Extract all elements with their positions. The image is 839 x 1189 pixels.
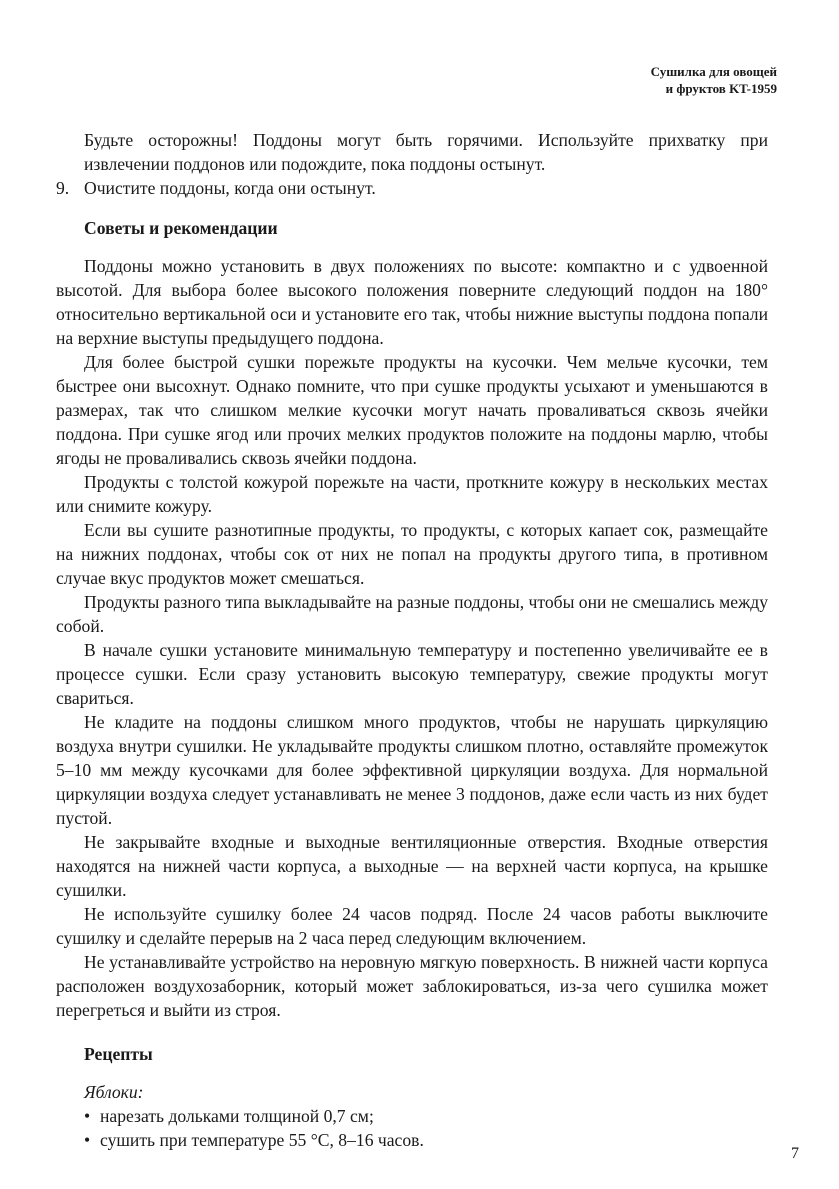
tips-paragraph: Для более быстрой сушки порежьте продукты на кусочки. Чем мельче кусочки, тем быстрее они высохнут. Однако помните, что при сушке продукты усыхают и уменьшаются в размерах, так что слишком мелкие кусочки могут начать проваливаться сквозь ячейки поддона. При сушке ягод или прочих мелких продуктов положите на поддоны марлю, чтобы ягоды не проваливались сквозь ячейки поддона. bbox=[56, 352, 768, 468]
header-line-1: Сушилка для овощей bbox=[650, 64, 777, 79]
tips-paragraph: Не используйте сушилку более 24 часов подряд. После 24 часов работы выключите сушилку и сделайте перерыв на 2 часа перед следующим включением. bbox=[56, 904, 768, 948]
tips-paragraph: Если вы сушите разнотипные продукты, то продукты, с которых капает сок, размещайте на нижних поддонах, чтобы сок от них не попал на продукты другого типа, в противном случае вкус продуктов может смешаться. bbox=[56, 520, 768, 588]
page-number: 7 bbox=[791, 1145, 799, 1162]
running-header bbox=[651, 63, 777, 97]
list-item-text: сушить при температуре 55 °C, 8–16 часов. bbox=[100, 1130, 424, 1150]
list-item bbox=[56, 1104, 768, 1128]
tips-paragraph: Поддоны можно установить в двух положениях по высоте: компактно и с удвоенной высотой. Для выбора более высокого положения поверните следующий поддон на 180° относительно вертикальной оси и установите его так, чтобы нижние выступы поддона попали на верхние выступы предыдущего поддона. bbox=[56, 256, 768, 348]
tips-paragraph: Не устанавливайте устройство на неровную мягкую поверхность. В нижней части корпуса расположен воздухозаборник, который может заблокироваться, из-за чего сушилка может перегреться и выйти из строя. bbox=[56, 952, 768, 1020]
recipe-subheading: Яблоки: bbox=[84, 1082, 144, 1102]
tips-paragraph: Не закрывайте входные и выходные вентиляционные отверстия. Входные отверстия находятся на нижней части корпуса, а выходные — на верхней части корпуса, на крышке сушилки. bbox=[56, 832, 768, 900]
bullet-marker: • bbox=[84, 1106, 91, 1126]
warning-text: Будьте осторожны! Поддоны могут быть горячими. Используйте прихватку при извлечении поддонов или подождите, пока поддоны остынут. bbox=[84, 130, 768, 174]
tips-paragraph: Продукты с толстой кожурой порежьте на части, проткните кожуру в нескольких местах или снимите кожуру. bbox=[56, 472, 768, 516]
tips-paragraph: В начале сушки установите минимальную температуру и постепенно увеличивайте ее в процессе сушки. Если сразу установить высокую температуру, свежие продукты могут свариться. bbox=[56, 640, 768, 708]
list-item bbox=[56, 1128, 768, 1152]
tips-heading: Советы и рекомендации bbox=[84, 218, 278, 238]
tips-paragraph: Продукты разного типа выкладывайте на разные поддоны, чтобы они не смешались между собой. bbox=[56, 592, 768, 636]
tips-paragraph: Не кладите на поддоны слишком много продуктов, чтобы не нарушать циркуляцию воздуха внутри сушилки. Не укладывайте продукты слишком плотно, оставляйте промежуток 5–10 мм между кусочками для более эффективной циркуляции воздуха. Для нормальной циркуляции воздуха следует устанавливать не менее 3 поддонов, даже если часть из них будет пустой. bbox=[56, 712, 768, 828]
list-item-text: нарезать дольками толщиной 0,7 см; bbox=[100, 1106, 374, 1126]
step-text: Очистите поддоны, когда они остынут. bbox=[84, 178, 376, 198]
bullet-marker: • bbox=[84, 1130, 91, 1150]
step-9 bbox=[56, 176, 768, 200]
page-content bbox=[56, 128, 768, 1152]
step-number: 9. bbox=[56, 178, 70, 198]
header-line-2: и фруктов KT-1959 bbox=[665, 81, 777, 96]
recipes-heading: Рецепты bbox=[84, 1044, 153, 1064]
